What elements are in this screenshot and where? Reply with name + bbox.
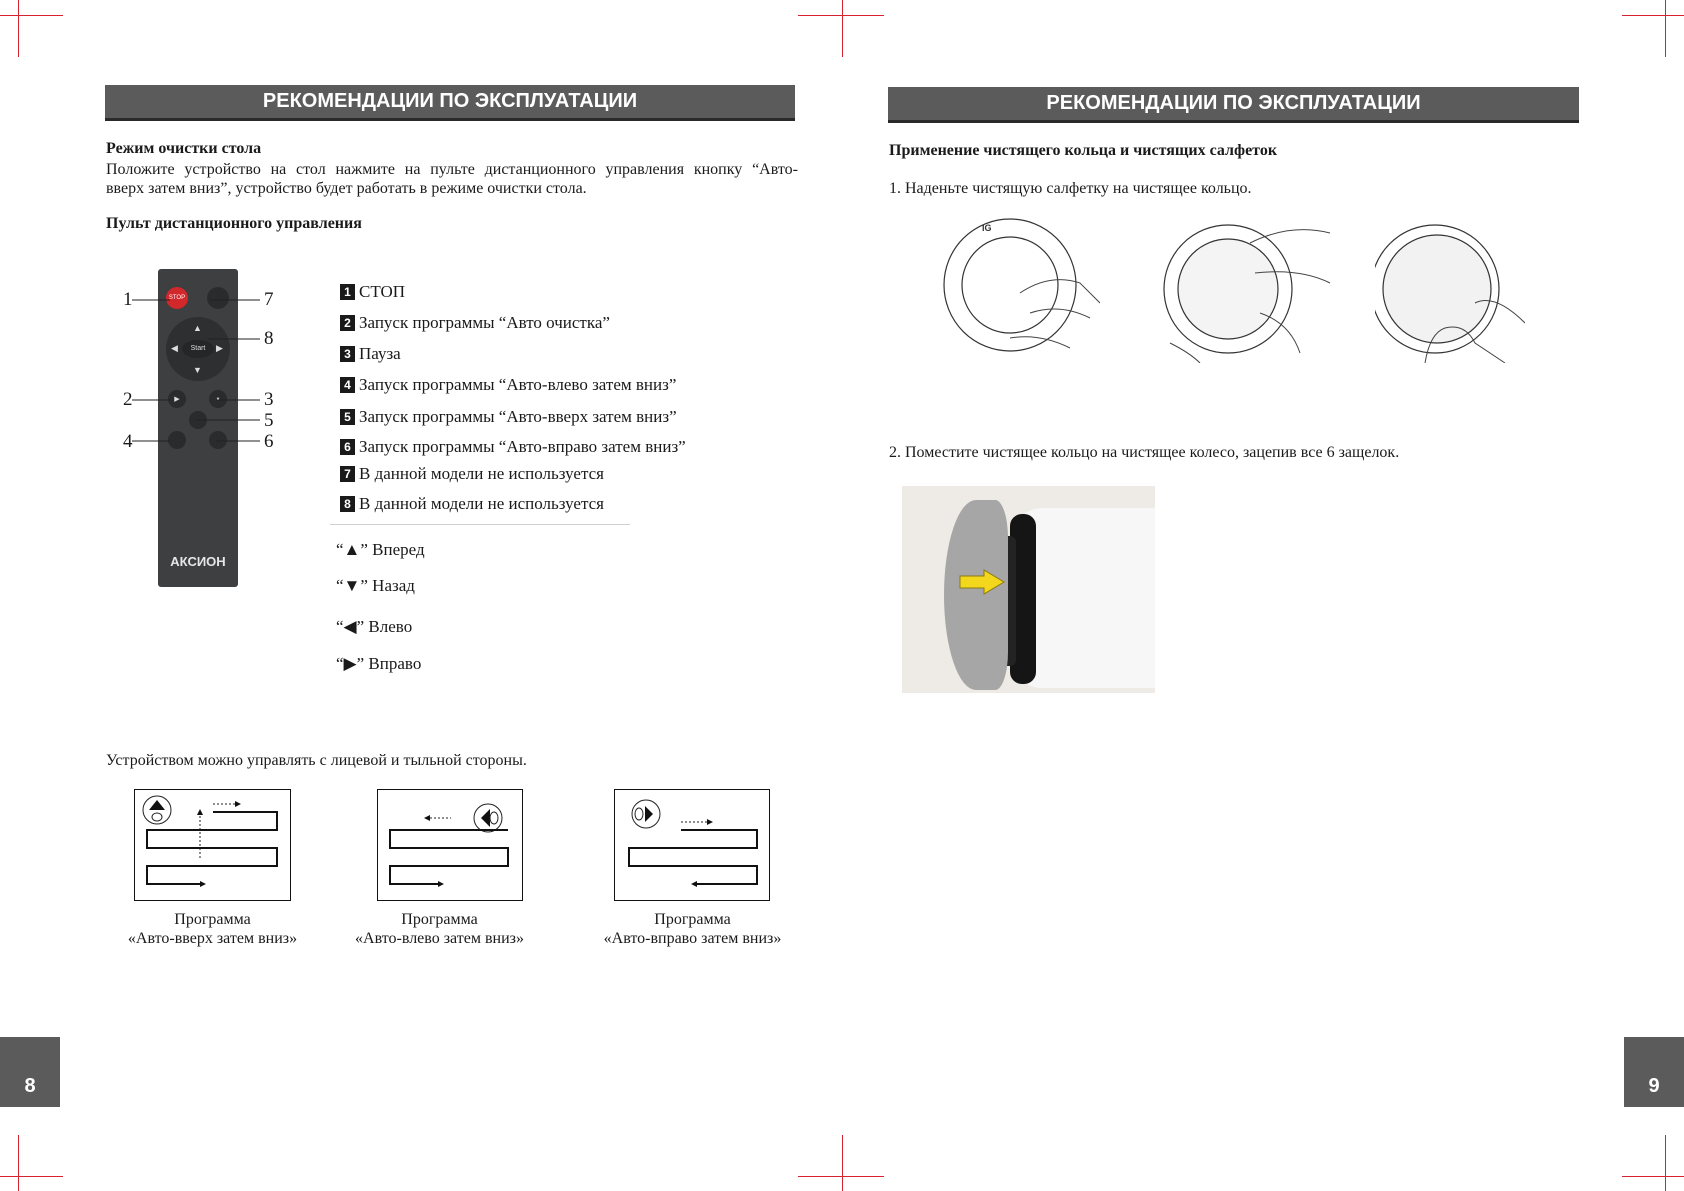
direction-label: Влево — [368, 617, 413, 636]
crop-mark — [1665, 0, 1666, 57]
legend-text: В данной модели не используется — [359, 464, 604, 483]
table-mode-text — [106, 160, 798, 198]
up-arrow-icon: “▲” — [336, 540, 368, 559]
yellow-arrow-icon — [958, 568, 1008, 596]
crop-mark — [0, 15, 63, 16]
legend-item — [340, 375, 676, 395]
program-caption-up-down — [110, 910, 315, 948]
callout-7: 7 — [264, 289, 274, 310]
caption-line: «Авто-вправо затем вниз» — [603, 930, 782, 947]
zigzag-path-icon — [378, 790, 522, 900]
direction-back — [336, 576, 415, 596]
legend-text: В данной модели не используется — [359, 494, 604, 513]
play-button-2: ▶ — [168, 390, 186, 408]
legend-item — [340, 494, 604, 514]
caption-line: «Авто-влево затем вниз» — [355, 930, 524, 947]
crop-mark — [1622, 1176, 1684, 1177]
crop-mark — [18, 0, 19, 57]
legend-item — [340, 437, 686, 457]
callout-3: 3 — [264, 389, 274, 410]
zigzag-path-icon — [135, 790, 290, 900]
legend-text: СТОП — [359, 282, 406, 301]
direction-label: Вперед — [372, 540, 425, 559]
callout-8: 8 — [264, 328, 274, 349]
ring-illustration-1 — [940, 213, 1100, 363]
program-caption-right-down — [585, 910, 800, 948]
legend-num: 3 — [340, 346, 355, 362]
ring-illustration-2 — [1160, 213, 1335, 363]
zigzag-path-icon — [615, 790, 769, 900]
table-mode-line1: Положите устройство на стол нажмите на пульте дистанционного управления кнопку “Авто- — [106, 161, 798, 178]
remote-heading: Пульт дистанционного управления — [106, 215, 362, 232]
legend-item — [340, 282, 405, 302]
ring-photo — [902, 486, 1155, 693]
crop-mark — [0, 1176, 63, 1177]
caption-line: Программа — [401, 911, 478, 928]
table-mode-heading: Режим очистки стола — [106, 140, 262, 157]
dpad-down-icon: ▼ — [193, 365, 202, 375]
direction-left — [336, 617, 412, 637]
legend-num: 8 — [340, 496, 355, 512]
dpad-left-icon: ◀ — [171, 343, 178, 353]
crop-mark — [1665, 1135, 1666, 1191]
legend-num: 1 — [340, 284, 355, 300]
legend-num: 7 — [340, 466, 355, 482]
brand-logo: АКСИОН — [170, 554, 226, 569]
callout-2: 2 — [123, 389, 133, 410]
crop-mark — [798, 15, 884, 16]
legend-item — [340, 344, 401, 364]
program-diagram-right-down — [614, 789, 770, 901]
start-button: Start — [182, 340, 214, 358]
pause-button-3: ⏸ — [209, 390, 227, 408]
direction-right — [336, 654, 421, 674]
direction-forward — [336, 540, 425, 560]
page-number-left — [0, 1037, 60, 1107]
step1-text: 1. Наденьте чистящую салфетку на чистящее кольцо. — [889, 180, 1252, 197]
dpad-up-icon: ▲ — [193, 323, 202, 333]
callout-5: 5 — [264, 410, 274, 431]
callout-6: 6 — [264, 431, 274, 452]
stop-button: STOP — [166, 287, 188, 309]
page-number: 8 — [24, 1075, 36, 1097]
legend-text: Запуск программы “Авто очистка” — [359, 313, 610, 332]
legend-item — [340, 407, 677, 427]
page-number: 9 — [1648, 1075, 1660, 1097]
program-diagram-up-down — [134, 789, 291, 901]
program-diagram-left-down — [377, 789, 523, 901]
legend-text: Пауза — [359, 344, 401, 363]
legend-text: Запуск программы “Авто-вправо затем вниз” — [359, 437, 686, 456]
control-note: Устройством можно управлять с лицевой и тыльной стороны. — [106, 752, 527, 769]
legend-divider — [330, 524, 630, 525]
dpad-right-icon: ▶ — [216, 343, 223, 353]
page-number-right — [1624, 1037, 1684, 1107]
legend-num: 2 — [340, 315, 355, 331]
legend-num: 5 — [340, 409, 355, 425]
program-caption-left-down — [337, 910, 542, 948]
caption-line: «Авто-вверх затем вниз» — [127, 930, 298, 947]
crop-mark — [1622, 15, 1684, 16]
down-arrow-icon: “▼” — [336, 576, 368, 595]
caption-line: Программа — [654, 911, 731, 928]
callout-1: 1 — [123, 289, 133, 310]
legend-num: 6 — [340, 439, 355, 455]
section-header-right: РЕКОМЕНДАЦИИ ПО ЭКСПЛУАТАЦИИ — [888, 87, 1579, 123]
left-arrow-icon: “◀” — [336, 617, 365, 636]
ring-label: IG — [982, 223, 992, 233]
section-header-left: РЕКОМЕНДАЦИИ ПО ЭКСПЛУАТАЦИИ — [105, 85, 795, 121]
crop-mark — [842, 0, 843, 57]
crop-mark — [18, 1135, 19, 1191]
direction-label: Вправо — [368, 654, 422, 673]
direction-label: Назад — [372, 576, 415, 595]
legend-text: Запуск программы “Авто-влево затем вниз” — [359, 375, 677, 394]
caption-line: Программа — [174, 911, 251, 928]
crop-mark — [798, 1176, 884, 1177]
remote-callout-lines — [120, 285, 280, 455]
legend-item — [340, 313, 610, 333]
legend-text: Запуск программы “Авто-вверх затем вниз” — [359, 407, 677, 426]
legend-item — [340, 464, 604, 484]
legend-num: 4 — [340, 377, 355, 393]
right-arrow-icon: “▶” — [336, 654, 365, 673]
ring-heading: Применение чистящего кольца и чистящих салфеток — [889, 142, 1278, 159]
ring-illustration-3 — [1375, 213, 1525, 363]
table-mode-line2: вверх затем вниз”, устройство будет работать в режиме очистки стола. — [106, 180, 587, 197]
step2-text: 2. Поместите чистящее кольцо на чистящее колесо, зацепив все 6 защелок. — [889, 444, 1400, 461]
callout-4: 4 — [123, 431, 133, 452]
crop-mark — [842, 1135, 843, 1191]
